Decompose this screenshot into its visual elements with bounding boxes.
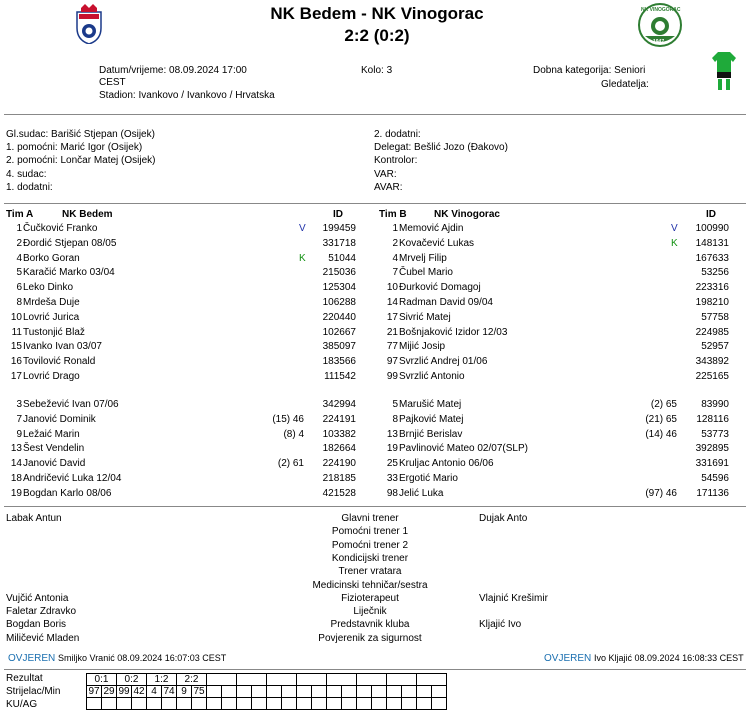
player-number: 13 (386, 428, 398, 440)
result-empty-cell (267, 674, 297, 686)
player-name: Pajković Matej (399, 413, 464, 425)
match-round: Kolo: 3 (361, 65, 393, 76)
player-name: Janović Dominik (23, 413, 96, 425)
kit-icon (712, 52, 736, 90)
player-name: Karačić Marko 03/04 (23, 267, 115, 279)
staff-role: Medicinski tehničar/sestra (312, 579, 428, 591)
player-id: 102667 (322, 326, 356, 338)
player-number: 19 (10, 487, 22, 499)
player-name: Ergotić Mario (399, 473, 458, 484)
player-id: 343892 (695, 356, 729, 368)
player-name: Borko Goran (23, 252, 80, 264)
cards-empty-cell (102, 698, 117, 710)
away-crest-year: 1947 (653, 39, 665, 45)
player-id: 57758 (701, 311, 729, 323)
player-number: 2 (392, 237, 398, 249)
scorer-empty-cell (417, 686, 432, 698)
away-verified-label: OVJEREN (544, 653, 592, 664)
player-number: 8 (392, 413, 398, 425)
away-team-name: NK Vinogorac (371, 4, 484, 23)
away-verified-text: Ivo Kljajić 08.09.2024 16:08:33 CEST (594, 653, 744, 663)
player-role-mark: K (671, 237, 678, 249)
player-number: 10 (386, 282, 398, 294)
player-id: 54596 (701, 473, 729, 484)
official-referee: Gl.sudac: Barišić Stjepan (Osijek) (6, 129, 155, 140)
player-number: 97 (386, 356, 398, 368)
player-name: Đordić Stjepan 08/05 (23, 237, 117, 249)
match-datetime: Datum/vrijeme: 08.09.2024 17:00 (99, 65, 247, 76)
player-id: 199459 (322, 223, 356, 234)
staff-home: Bogdan Boris (6, 619, 67, 631)
player-number: 21 (386, 326, 398, 338)
scorer-empty-cell (222, 686, 237, 698)
player-number: 98 (386, 487, 398, 499)
player-id: 224985 (695, 326, 729, 338)
result-row-label: Rezultat (6, 673, 43, 684)
substitution-info: (21) 65 (645, 413, 677, 425)
scorer-empty-cell (372, 686, 387, 698)
cards-empty-cell (192, 698, 207, 710)
result-empty-cell (417, 674, 447, 686)
scorer-empty-cell (207, 686, 222, 698)
staff-role: Liječnik (353, 606, 387, 618)
cards-empty-cell (162, 698, 177, 710)
result-empty-cell (237, 674, 267, 686)
result-empty-cell (387, 674, 417, 686)
player-name: Čubel Mario (399, 267, 453, 279)
team-a-name: NK Bedem (62, 209, 113, 220)
official-fourth: 4. sudac: (6, 169, 47, 180)
player-number: 13 (10, 443, 22, 455)
player-name: Leko Dinko (23, 282, 74, 294)
cards-empty-cell (342, 698, 357, 710)
cards-empty-cell (222, 698, 237, 710)
title-separator: - (356, 4, 372, 23)
player-name: Čučković Franko (23, 223, 98, 234)
staff-role: Predstavnik kluba (330, 619, 410, 631)
cards-empty-cell (387, 698, 402, 710)
player-number: 17 (386, 311, 398, 323)
player-id: 331691 (695, 458, 729, 470)
staff-role: Glavni trener (341, 513, 399, 524)
spectators: Gledatelja: (601, 79, 649, 90)
cards-empty-cell (237, 698, 252, 710)
official-avar: AVAR: (374, 182, 403, 193)
player-id: 167633 (695, 252, 729, 264)
player-id: 100990 (695, 223, 729, 234)
player-id: 220440 (322, 311, 356, 323)
substitution-info: (2) 65 (650, 399, 677, 410)
player-number: 8 (16, 297, 22, 308)
staff-home: Miličević Mladen (6, 632, 80, 644)
scorer-minute-cell: 29 (103, 686, 115, 697)
team-a-label: Tim A (6, 209, 34, 220)
player-id: 52957 (701, 341, 729, 353)
player-number: 4 (392, 252, 398, 264)
substitution-info: (2) 61 (277, 458, 304, 470)
player-number: 11 (11, 326, 22, 338)
player-name: Mrvelj Filip (399, 252, 447, 264)
player-id: 53256 (701, 267, 729, 279)
results-cards-row (87, 698, 447, 710)
player-id: 53773 (701, 428, 729, 440)
staff-role: Povjerenik za sigurnost (318, 632, 422, 644)
player-name: Ivanko Ivan 03/07 (23, 341, 102, 353)
official-additional-1: 1. dodatni: (6, 182, 53, 193)
substitution-info: (8) 4 (283, 428, 304, 440)
cards-empty-cell (432, 698, 447, 710)
cards-row-label: KU/AG (6, 699, 38, 710)
separator-bottom (4, 669, 746, 670)
player-number: 19 (386, 443, 398, 455)
cards-empty-cell (282, 698, 297, 710)
separator-officials (4, 203, 746, 204)
player-id: 224190 (322, 458, 356, 470)
player-name: Svrzlić Antonio (399, 371, 465, 382)
player-number: 4 (16, 252, 22, 264)
player-id: 392895 (695, 443, 729, 455)
result-score-cell: 0:1 (87, 674, 117, 686)
player-name: Pavlinović Mateo 02/07(SLP) (399, 443, 528, 455)
player-name: Bogdan Karlo 08/06 (23, 487, 112, 499)
cards-empty-cell (207, 698, 222, 710)
player-id: 224191 (322, 413, 356, 425)
cards-empty-cell (357, 698, 372, 710)
player-number: 10 (10, 311, 22, 323)
player-name: Brnjić Berislav (399, 428, 463, 440)
player-id: 103382 (322, 428, 356, 440)
official-delegate: Delegat: Bešlić Jozo (Đakovo) (374, 142, 508, 153)
staff-away: Vlajnić Krešimir (479, 592, 548, 604)
player-number: 77 (386, 341, 398, 353)
cards-empty-cell (312, 698, 327, 710)
scorer-number-cell: 4 (147, 686, 162, 698)
player-number: 5 (16, 267, 22, 279)
player-number: 1 (16, 223, 22, 234)
player-id: 182664 (322, 443, 356, 455)
cards-empty-cell (87, 698, 102, 710)
result-empty-cell (327, 674, 357, 686)
player-number: 16 (10, 356, 22, 368)
results-table (86, 673, 447, 710)
cards-empty-cell (132, 698, 147, 710)
substitution-info: (15) 46 (272, 413, 304, 425)
staff-role: Pomoćni trener 2 (331, 539, 409, 551)
player-name: Radman David 09/04 (399, 297, 493, 308)
team-b-name: NK Vinogorac (434, 209, 500, 220)
player-number: 6 (16, 282, 22, 294)
player-name: Lovrić Drago (23, 371, 80, 382)
player-role-mark: V (671, 223, 678, 234)
player-name: Mrdeša Duje (23, 297, 80, 308)
scorer-empty-cell (267, 686, 282, 698)
match-score: 2:2 (0:2) (344, 26, 410, 45)
staff-role: Trener vratara (338, 566, 402, 578)
player-id: 218185 (322, 473, 356, 484)
separator-lineups (4, 506, 746, 507)
scorer-empty-cell (312, 686, 327, 698)
player-id: 83990 (701, 399, 729, 410)
away-verification (544, 653, 744, 664)
staff-home: Faletar Zdravko (6, 606, 77, 618)
player-name: Kovačević Lukas (399, 237, 475, 249)
player-role-mark: K (299, 252, 306, 264)
scorer-minute-cell: 74 (163, 686, 175, 697)
player-role-mark: V (299, 223, 306, 234)
official-assistant-2: 2. pomoćni: Lončar Matej (Osijek) (6, 155, 156, 166)
cards-empty-cell (402, 698, 417, 710)
results-score-row (87, 674, 447, 686)
player-name: Tovilović Ronald (23, 356, 96, 368)
player-id: 183566 (322, 356, 356, 368)
player-id: 128116 (696, 413, 729, 425)
player-id: 198210 (695, 297, 729, 308)
home-verified-label: OVJEREN (8, 653, 56, 664)
player-name: Svrzlić Andrej 01/06 (399, 356, 488, 368)
player-name: Janović David (23, 458, 86, 470)
player-name: Mijić Josip (399, 341, 446, 353)
scorer-empty-cell (342, 686, 357, 698)
result-empty-cell (357, 674, 387, 686)
cards-empty-cell (327, 698, 342, 710)
scorer-empty-cell (357, 686, 372, 698)
player-number: 99 (386, 371, 398, 382)
player-name: Sivrić Matej (399, 311, 451, 323)
player-id: 223316 (695, 282, 729, 294)
staff-away: Kljajić Ivo (479, 619, 522, 631)
player-number: 14 (386, 297, 398, 308)
official-controller: Kontrolor: (374, 155, 418, 166)
result-score-cell: 1:2 (147, 674, 177, 686)
player-name: Sebežević Ivan 07/06 (23, 399, 119, 410)
team-a-id-header: ID (333, 209, 343, 220)
player-name: Đurković Domagoj (399, 282, 481, 294)
result-empty-cell (297, 674, 327, 686)
staff-home: Labak Antun (6, 513, 62, 524)
player-name: Kruljac Antonio 06/06 (399, 458, 494, 470)
scorer-number-cell: 99 (118, 686, 130, 697)
cards-empty-cell (252, 698, 267, 710)
player-id: 106288 (322, 297, 356, 308)
substitution-info: (14) 46 (645, 428, 677, 440)
cards-empty-cell (297, 698, 312, 710)
player-id: 225165 (695, 371, 729, 382)
separator-top (4, 114, 746, 115)
scorer-number-cell: 97 (88, 686, 100, 697)
scorer-empty-cell (387, 686, 402, 698)
scorer-empty-cell (282, 686, 297, 698)
player-number: 7 (392, 267, 398, 279)
scorer-minute-cell: 42 (133, 686, 145, 697)
player-number: 17 (10, 371, 22, 382)
substitution-info: (97) 46 (645, 487, 677, 499)
player-number: 14 (10, 458, 22, 470)
cards-empty-cell (372, 698, 387, 710)
player-number: 18 (10, 473, 22, 484)
player-name: Andričević Luka 12/04 (23, 473, 122, 484)
player-number: 5 (392, 399, 398, 410)
team-b-label: Tim B (379, 209, 407, 220)
scorer-empty-cell (402, 686, 417, 698)
player-name: Jelić Luka (399, 487, 444, 499)
official-additional-2: 2. dodatni: (374, 129, 421, 140)
scorer-number-cell: 9 (177, 686, 192, 698)
result-score-cell: 2:2 (177, 674, 207, 686)
official-var: VAR: (374, 169, 397, 180)
official-assistant-1: 1. pomoćni: Marić Igor (Osijek) (6, 142, 143, 153)
staff-role: Kondicijski trener (331, 552, 409, 564)
cards-empty-cell (147, 698, 162, 710)
player-number: 9 (16, 428, 22, 440)
staff-away: Dujak Anto (479, 513, 528, 524)
scorer-empty-cell (237, 686, 252, 698)
match-timezone: CEST (99, 77, 126, 88)
home-verified-text: Smiljko Vranić 08.09.2024 16:07:03 CEST (58, 653, 227, 663)
home-verification (8, 653, 226, 664)
scorer-empty-cell (432, 686, 447, 698)
result-empty-cell (207, 674, 237, 686)
scorer-empty-cell (297, 686, 312, 698)
scorer-row-label: Strijelac/Min (6, 686, 61, 697)
player-number: 25 (386, 458, 398, 470)
player-number: 33 (386, 473, 398, 484)
player-number: 1 (392, 223, 398, 234)
staff-role: Pomoćni trener 1 (331, 526, 409, 538)
player-id: 148131 (695, 237, 729, 249)
results-scorer-row (87, 686, 447, 698)
player-id: 111542 (324, 371, 356, 382)
player-id: 215036 (322, 267, 356, 279)
player-name: Lovrić Jurica (23, 311, 80, 323)
away-crest (637, 2, 683, 48)
player-id: 171136 (696, 487, 729, 499)
player-name: Memović Ajdin (399, 223, 464, 234)
scorer-empty-cell (252, 686, 267, 698)
scorer-empty-cell (327, 686, 342, 698)
player-id: 51044 (328, 252, 356, 264)
player-id: 421528 (322, 487, 356, 499)
cards-empty-cell (117, 698, 132, 710)
player-id: 125304 (322, 282, 356, 294)
player-number: 15 (10, 341, 22, 353)
player-name: Bošnjaković Izidor 12/03 (399, 326, 508, 338)
scorer-minute-cell: 75 (193, 686, 205, 697)
player-number: 3 (16, 399, 22, 410)
team-b-id-header: ID (706, 209, 716, 220)
player-name: Šest Vendelin (23, 443, 85, 455)
player-id: 342994 (322, 399, 356, 410)
cards-empty-cell (417, 698, 432, 710)
cards-empty-cell (177, 698, 192, 710)
home-team-name: NK Bedem (270, 4, 357, 23)
player-number: 7 (16, 413, 22, 425)
player-name: Ležaić Marin (23, 428, 80, 440)
cards-empty-cell (267, 698, 282, 710)
result-score-cell: 0:2 (117, 674, 147, 686)
staff-home: Vujčić Antonia (6, 592, 69, 604)
player-number: 2 (16, 237, 22, 249)
match-stadium: Stadion: Ivankovo / Ivankovo / Hrvatska (99, 90, 275, 101)
away-crest-text: NK VINOGORAC (641, 7, 681, 13)
age-category: Dobna kategorija: Seniori (533, 65, 646, 76)
player-id: 385097 (322, 341, 356, 353)
staff-role: Fizioterapeut (341, 592, 399, 604)
player-id: 331718 (322, 237, 356, 249)
player-name: Tustonjić Blaž (23, 326, 85, 338)
player-name: Marušić Matej (399, 399, 462, 410)
